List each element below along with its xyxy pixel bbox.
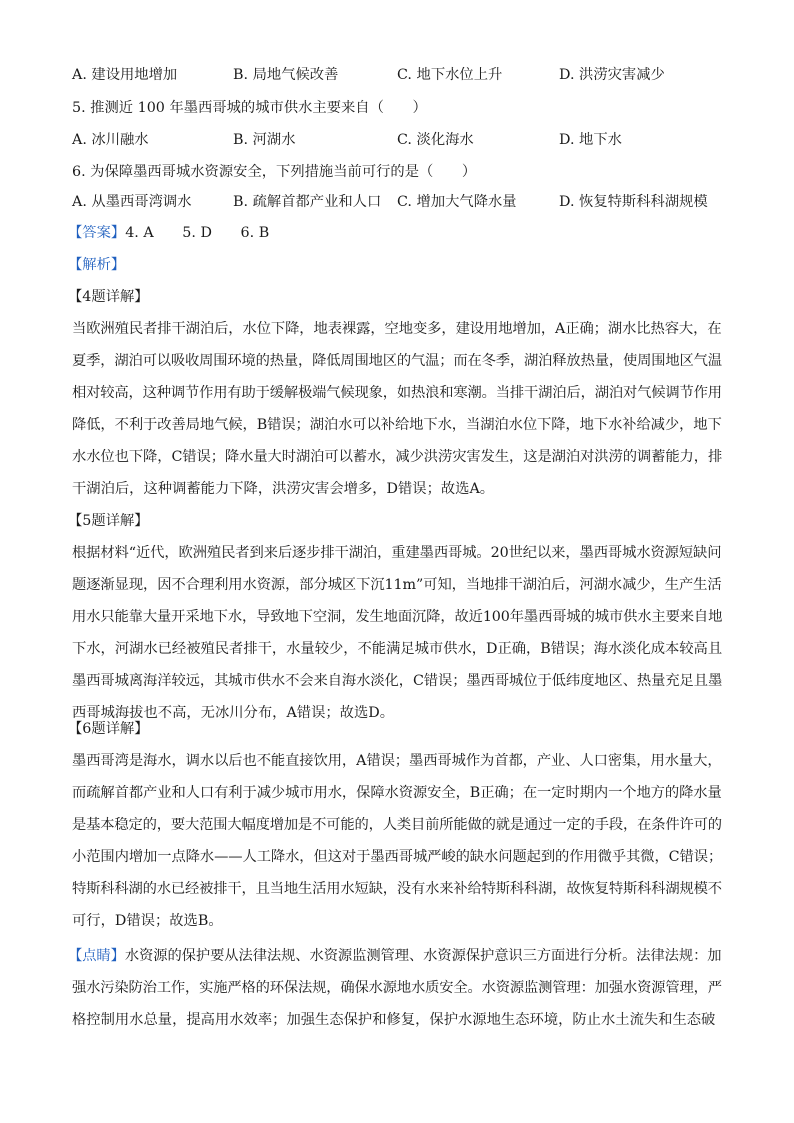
- q4-option-a: A. 建设用地增加: [72, 67, 178, 83]
- remark-first-text: 水资源的保护要从法律法规、水资源监测管理、水资源保护意识三方面进行分析。法律法规：加: [124, 948, 722, 964]
- detail6-line: 是基本稳定的，要大范围大幅度增加是不可能的，人类目前所能做的就是通过一定的手段，在条件许可的: [72, 817, 722, 833]
- analysis-label: 【解析】: [68, 257, 126, 273]
- q6-stem: 6. 为保障墨西哥城水资源安全，下列措施当前可行的是（ ）: [72, 164, 477, 180]
- q4-option-b: B. 局地气候改善: [233, 67, 339, 83]
- detail6-line: 墨西哥湾是海水，调水以后也不能直接饮用，A错误；墨西哥城作为首都，产业、人口密集，用水量大，: [72, 753, 722, 769]
- detail4-heading: 【4题详解】: [68, 289, 149, 305]
- detail5-paragraph: [72, 537, 722, 729]
- answer-text: 4. A 5. D 6. B: [125, 225, 270, 241]
- q5-option-b: B. 河湖水: [233, 132, 296, 148]
- answer-row: [68, 221, 269, 245]
- remark-first-line: [68, 940, 722, 972]
- detail4-line: 相对较高，这种调节作用有助于缓解极端气候现象，如热浪和寒潮。当排干湖泊后，湖泊对气候调节作用: [72, 385, 722, 401]
- q5-option-d: D. 地下水: [559, 132, 622, 148]
- q5-stem: 5. 推测近 100 年墨西哥城的城市供水主要来自（ ）: [72, 100, 427, 116]
- detail5-line: 根据材料“近代，欧洲殖民者到来后逐步排干湖泊，重建墨西哥城。20世纪以来，墨西哥城水资源短缺问: [72, 545, 722, 561]
- detail5-line: 西哥城海拔也不高，无冰川分布，A错误；故选D。: [72, 705, 395, 721]
- detail4-line: 干湖泊后，这种调蓄能力下降，洪涝灾害会增多，D错误；故选A。: [72, 481, 495, 497]
- detail4-paragraph: [72, 313, 722, 505]
- detail6-line: 可行，D错误；故选B。: [72, 913, 223, 929]
- detail6-line: 而疏解首都产业和人口有利于减少城市用水，保障水资源安全，B正确；在一定时期内一个地方的降水量: [72, 785, 722, 801]
- q4-option-d: D. 洪涝灾害减少: [559, 67, 665, 83]
- q6-option-d: D. 恢复特斯科科湖规模: [559, 194, 708, 210]
- remark-line: 强水污染防治工作，实施严格的环保法规，确保水源地水质安全。水资源监测管理：加强水资源管理，严: [72, 980, 722, 996]
- detail5-line: 下水，河湖水已经被殖民者排干，水量较少，不能满足城市供水，D正确，B错误；海水淡化成本较高且: [72, 641, 723, 657]
- q5-option-c: C. 淡化海水: [397, 132, 474, 148]
- q6-option-b: B. 疏解首都产业和人口: [233, 194, 382, 210]
- answer-label: 【答案】: [68, 225, 126, 241]
- detail6-paragraph: [72, 745, 722, 937]
- q6-option-c: C. 增加大气降水量: [397, 194, 517, 210]
- detail4-line: 夏季，湖泊可以吸收周围环境的热量，降低周围地区的气温；而在冬季，湖泊释放热量，使周围地区气温: [72, 353, 722, 369]
- detail6-line: 特斯科科湖的水已经被排干，且当地生活用水短缺，没有水来补给特斯科科湖，故恢复特斯科科湖规模不: [72, 881, 722, 897]
- detail4-line: 降低，不利于改善局地气候，B错误；湖泊水可以补给地下水，当湖泊水位下降，地下水补给减少，地下: [72, 417, 722, 433]
- detail5-line: 用水只能靠大量开采地下水，导致地下空洞，发生地面沉降，故近100年墨西哥城的城市供水主要来自地: [72, 609, 723, 625]
- q6-option-a: A. 从墨西哥湾调水: [72, 194, 192, 210]
- detail4-line: 水水位也下降，C错误；降水量大时湖泊可以蓄水，减少洪涝灾害发生，这是湖泊对洪涝的调蓄能力，排: [72, 449, 723, 465]
- remark-line: 格控制用水总量，提高用水效率；加强生态保护和修复，保护水源地生态环境，防止水土流失和生态破: [72, 1012, 716, 1028]
- detail5-heading: 【5题详解】: [68, 513, 149, 529]
- remark-label: 【点睛】: [68, 948, 125, 964]
- remark-paragraph: [68, 940, 722, 1036]
- detail5-line: 墨西哥城离海洋较远，其城市供水不会来自海水淡化，C错误；墨西哥城位于低纬度地区、热量充足且墨: [72, 673, 723, 689]
- q4-option-c: C. 地下水位上升: [397, 67, 503, 83]
- q5-option-a: A. 冰川融水: [72, 132, 149, 148]
- detail4-line: 当欧洲殖民者排干湖泊后，水位下降，地表裸露，空地变多，建设用地增加，A正确；湖水比热容大，在: [72, 321, 722, 337]
- detail6-heading: 【6题详解】: [68, 721, 149, 737]
- detail6-line: 小范围内增加一点降水——人工降水，但这对于墨西哥城严峻的缺水问题起到的作用微乎其微，C错误；: [72, 849, 723, 865]
- detail5-line: 题逐渐显现，因不合理利用水资源，部分城区下沉11m”可知，当地排干湖泊后，河湖水减少，生产生活: [72, 577, 722, 593]
